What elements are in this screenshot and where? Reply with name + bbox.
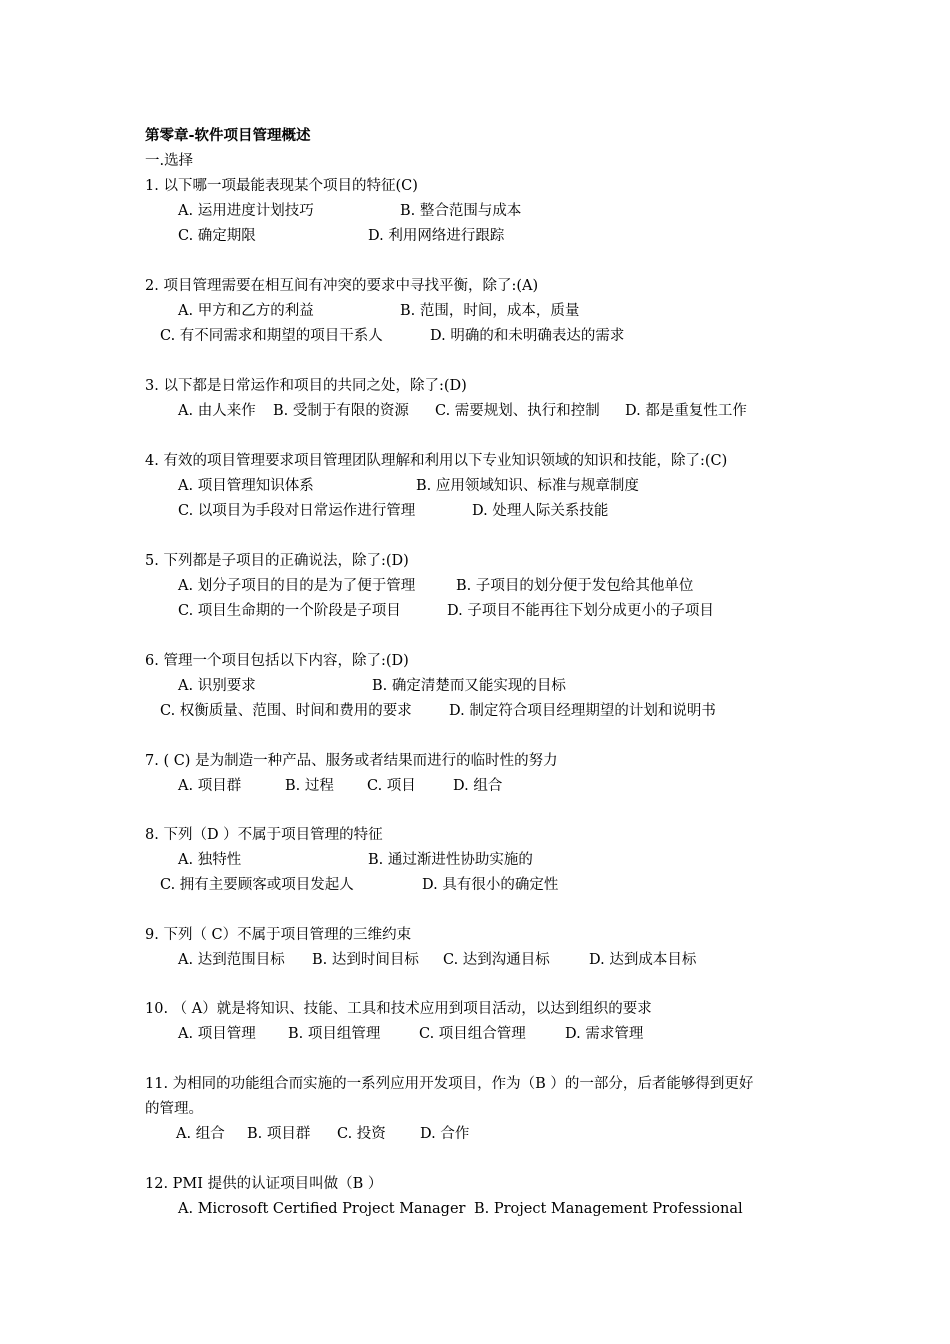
q7-option-c: C. 项目 bbox=[367, 778, 416, 794]
q3-option-c: C. 需要规划、执行和控制 bbox=[435, 403, 600, 419]
question-2: 2. 项目管理需要在相互间有冲突的要求中寻找平衡，除了:(A) bbox=[145, 278, 539, 294]
q12-option-b: B. Project Management Professional bbox=[474, 1201, 743, 1217]
q2-option-c: C. 有不同需求和期望的项目干系人 bbox=[160, 328, 383, 344]
q8-option-a: A. 独特性 bbox=[178, 852, 242, 868]
question-3: 3. 以下都是日常运作和项目的共同之处，除了:(D) bbox=[145, 378, 467, 394]
q10-option-a: A. 项目管理 bbox=[178, 1026, 256, 1042]
q1-option-d: D. 利用网络进行跟踪 bbox=[368, 228, 505, 244]
question-6: 6. 管理一个项目包括以下内容，除了:(D) bbox=[145, 653, 409, 669]
q10-option-d: D. 需求管理 bbox=[565, 1026, 644, 1042]
q3-option-a: A. 由人来作 bbox=[178, 403, 256, 419]
question-11: 11. 为相同的功能组合而实施的一系列应用开发项目，作为（B ）的一部分，后者能够得到更好 bbox=[145, 1076, 754, 1092]
q9-option-a: A. 达到范围目标 bbox=[178, 952, 285, 968]
section-heading: 一.选择 bbox=[145, 153, 194, 169]
question-12: 12. PMI 提供的认证项目叫做（B ） bbox=[145, 1176, 383, 1192]
q3-option-d: D. 都是重复性工作 bbox=[625, 403, 747, 419]
q6-option-c: C. 权衡质量、范围、时间和费用的要求 bbox=[160, 703, 412, 719]
question-11-continued: 的管理。 bbox=[145, 1101, 203, 1117]
q7-option-d: D. 组合 bbox=[453, 778, 503, 794]
q5-option-b: B. 子项目的划分便于发包给其他单位 bbox=[456, 578, 694, 594]
q1-option-b: B. 整合范围与成本 bbox=[400, 203, 522, 219]
q1-option-a: A. 运用进度计划技巧 bbox=[178, 203, 314, 219]
question-1: 1. 以下哪一项最能表现某个项目的特征(C) bbox=[145, 178, 418, 194]
q11-option-a: A. 组合 bbox=[176, 1126, 225, 1142]
q7-option-b: B. 过程 bbox=[285, 778, 334, 794]
q4-option-a: A. 项目管理知识体系 bbox=[178, 478, 314, 494]
q4-option-c: C. 以项目为手段对日常运作进行管理 bbox=[178, 503, 416, 519]
question-8: 8. 下列（D ）不属于项目管理的特征 bbox=[145, 827, 383, 843]
q11-option-d: D. 合作 bbox=[420, 1126, 470, 1142]
q5-option-d: D. 子项目不能再往下划分成更小的子项目 bbox=[447, 603, 714, 619]
question-5: 5. 下列都是子项目的正确说法，除了:(D) bbox=[145, 553, 409, 569]
q10-option-b: B. 项目组管理 bbox=[288, 1026, 381, 1042]
q2-option-d: D. 明确的和未明确表达的需求 bbox=[430, 328, 625, 344]
q3-option-b: B. 受制于有限的资源 bbox=[273, 403, 409, 419]
question-7: 7. ( C) 是为制造一种产品、服务或者结果而进行的临时性的努力 bbox=[145, 753, 558, 769]
q6-option-b: B. 确定清楚而又能实现的目标 bbox=[372, 678, 566, 694]
question-4: 4. 有效的项目管理要求项目管理团队理解和利用以下专业知识领域的知识和技能，除了:(C) bbox=[145, 453, 728, 469]
chapter-title: 第零章-软件项目管理概述 bbox=[145, 127, 311, 144]
q6-option-a: A. 识别要求 bbox=[178, 678, 256, 694]
q12-option-a: A. Microsoft Certified Project Manager bbox=[178, 1201, 466, 1217]
q6-option-d: D. 制定符合项目经理期望的计划和说明书 bbox=[449, 703, 716, 719]
q4-option-b: B. 应用领域知识、标准与规章制度 bbox=[416, 478, 639, 494]
q2-option-b: B. 范围，时间，成本，质量 bbox=[400, 303, 580, 319]
q9-option-b: B. 达到时间目标 bbox=[312, 952, 419, 968]
q9-option-d: D. 达到成本目标 bbox=[589, 952, 697, 968]
question-10: 10. （ A）就是将知识、技能、工具和技术应用到项目活动，以达到组织的要求 bbox=[145, 1001, 652, 1017]
q7-option-a: A. 项目群 bbox=[178, 778, 242, 794]
q10-option-c: C. 项目组合管理 bbox=[419, 1026, 526, 1042]
question-9: 9. 下列（ C）不属于项目管理的三维约束 bbox=[145, 927, 412, 943]
q5-option-a: A. 划分子项目的目的是为了便于管理 bbox=[178, 578, 416, 594]
q8-option-b: B. 通过渐进性协助实施的 bbox=[368, 852, 533, 868]
q8-option-c: C. 拥有主要顾客或项目发起人 bbox=[160, 877, 354, 893]
q5-option-c: C. 项目生命期的一个阶段是子项目 bbox=[178, 603, 401, 619]
q2-option-a: A. 甲方和乙方的利益 bbox=[178, 303, 314, 319]
q9-option-c: C. 达到沟通目标 bbox=[443, 952, 550, 968]
q4-option-d: D. 处理人际关系技能 bbox=[472, 503, 609, 519]
q8-option-d: D. 具有很小的确定性 bbox=[422, 877, 559, 893]
q11-option-c: C. 投资 bbox=[337, 1126, 386, 1142]
q11-option-b: B. 项目群 bbox=[247, 1126, 311, 1142]
q1-option-c: C. 确定期限 bbox=[178, 228, 256, 244]
